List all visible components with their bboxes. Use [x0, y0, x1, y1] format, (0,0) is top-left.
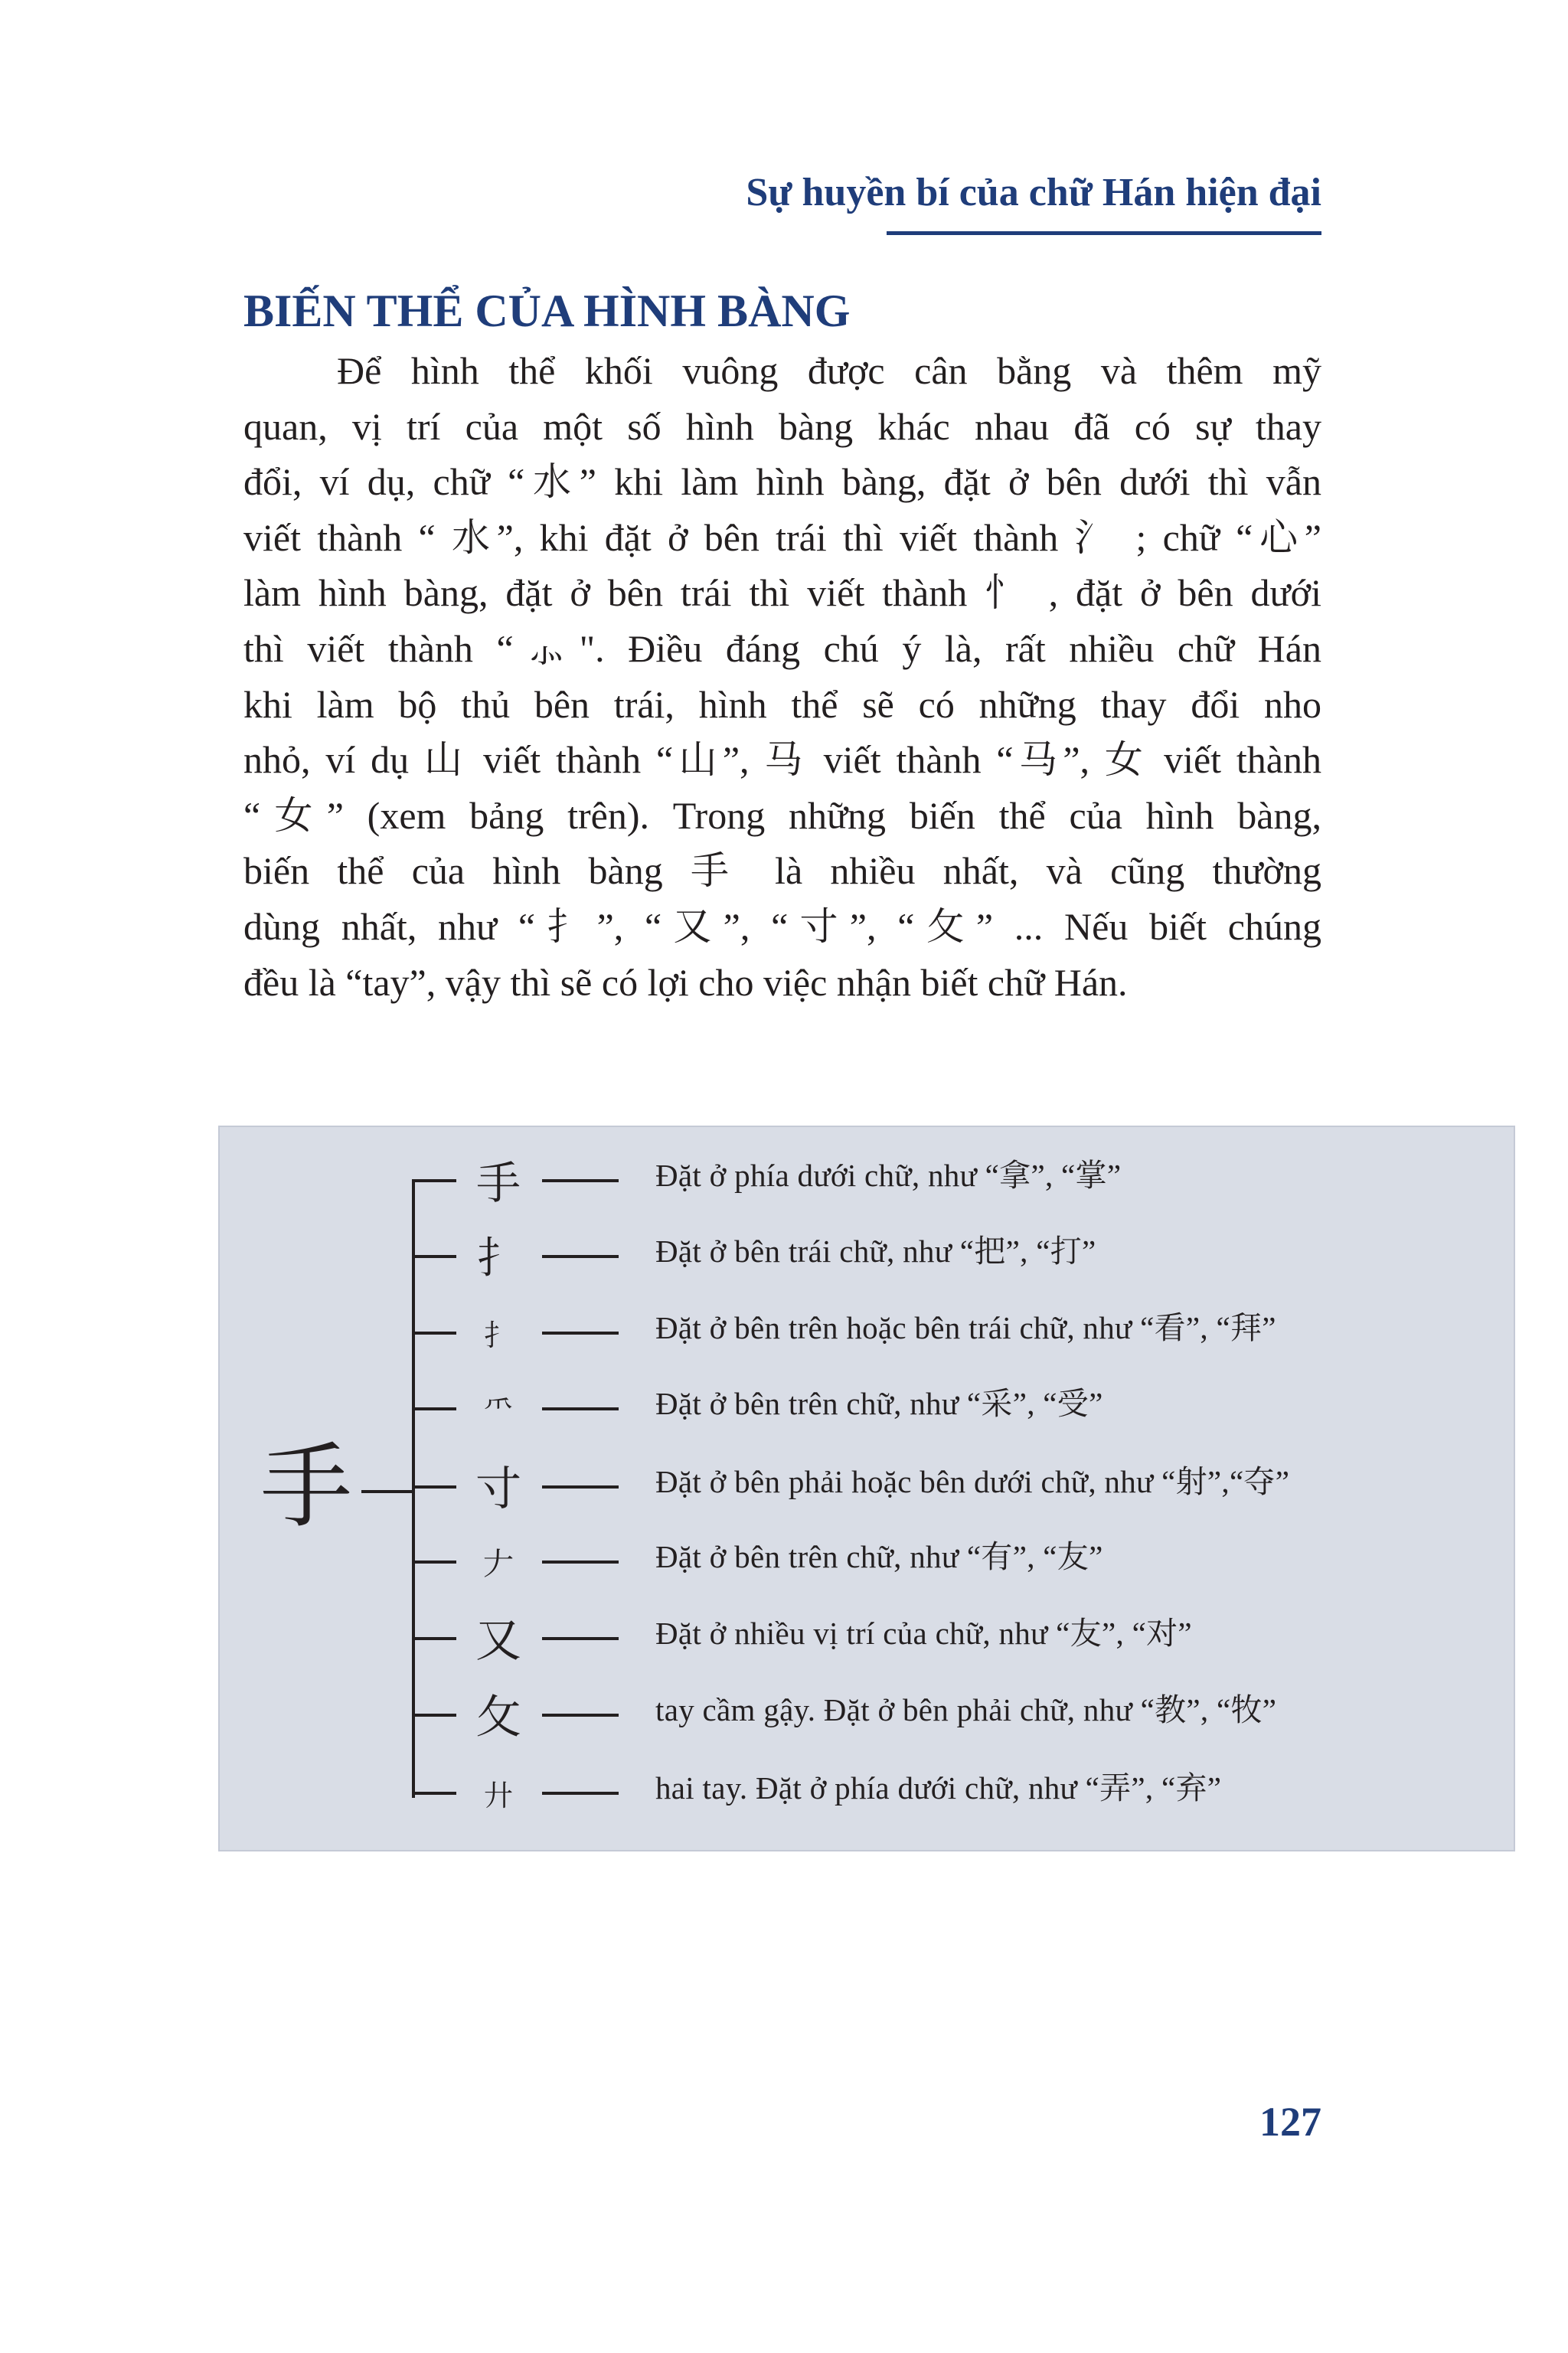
- variant-description: Đặt ở nhiều vị trí của chữ, như “友”, “对”: [655, 1616, 1192, 1651]
- variant-char: 廾: [483, 1779, 513, 1812]
- variant-description: Đặt ở bên trên hoặc bên trái chữ, như “看”, “拜”: [655, 1310, 1276, 1345]
- text-line: Để hình thể khối vuông được cân bằng và thêm mỹ: [337, 349, 1321, 392]
- text-line: làm hình bàng, đặt ở bên trái thì viết thành 忄 , đặt ở bên dưới: [243, 571, 1321, 615]
- diagram-branch-line: [412, 1560, 456, 1564]
- text-line: nhỏ, ví dụ 山 viết thành “⼭”, 马 viết thành “马”, 女 viết thành: [243, 738, 1321, 782]
- variant-description: Đặt ở phía dưới chữ, như “拿”, “掌”: [655, 1158, 1122, 1193]
- diagram-connector-line: [542, 1179, 619, 1182]
- variant-description: Đặt ở bên trái chữ, như “把”, “打”: [655, 1234, 1096, 1269]
- text-line: quan, vị trí của một số hình bàng khác nhau đã có sự thay: [243, 404, 1321, 448]
- variant-description: hai tay. Đặt ở phía dưới chữ, như “弄”, “弃”: [655, 1770, 1222, 1806]
- diagram-branch-line: [412, 1792, 456, 1795]
- text-line: viết thành “ 水”, khi đặt ở bên trái thì viết thành 氵 ; chữ “心”: [243, 515, 1321, 559]
- diagram-branch-line: [412, 1407, 456, 1410]
- diagram-branch-line: [412, 1637, 456, 1640]
- text-line: đổi, ví dụ, chữ “水” khi làm hình bàng, đặt ở bên dưới thì vẫn: [243, 460, 1321, 504]
- diagram-connector-line: [542, 1714, 619, 1717]
- variant-description: Đặt ở bên phải hoặc bên dưới chữ, như “射”,“夺”: [655, 1464, 1290, 1499]
- body-text: [243, 343, 1321, 1010]
- diagram-connector-line: [542, 1332, 619, 1335]
- variant-char: 又: [475, 1614, 521, 1668]
- diagram-connector-line: [542, 1407, 619, 1410]
- section-title: BIẾN THỂ CỦA HÌNH BÀNG: [243, 286, 851, 336]
- variant-char: 攵: [475, 1691, 521, 1744]
- variant-description: Đặt ở bên trên chữ, như “有”, “友”: [655, 1539, 1103, 1574]
- diagram-connector-line: [542, 1485, 619, 1489]
- text-line: khi làm bộ thủ bên trái, hình thể sẽ có những thay đổi nho: [243, 682, 1321, 726]
- text-line: dùng nhất, như “扌”, “又”, “寸”, “攵” ... Nếu biết chúng: [243, 904, 1321, 948]
- variant-char: 寸: [475, 1462, 521, 1516]
- diagram-branch-line: [412, 1179, 456, 1182]
- diagram-root-line: [361, 1490, 413, 1493]
- variant-char: 𠂇: [483, 1547, 514, 1582]
- variant-char: ⺥: [483, 1394, 513, 1428]
- variant-description: tay cầm gậy. Đặt ở bên phải chữ, như “教”, “牧”: [655, 1692, 1277, 1727]
- running-header: Sự huyền bí của chữ Hán hiện đại: [746, 171, 1321, 214]
- diagram-root-char: 手: [260, 1434, 352, 1541]
- text-line: thì viết thành “⺗". Điều đáng chú ý là, rất nhiều chữ Hán: [243, 626, 1321, 670]
- diagram-connector-line: [542, 1560, 619, 1564]
- variant-description: Đặt ở bên trên chữ, như “采”, “受”: [655, 1386, 1103, 1421]
- text-line: đều là “tay”, vậy thì sẽ có lợi cho việc nhận biết chữ Hán.: [243, 960, 1128, 1004]
- diagram-trunk-line: [412, 1179, 415, 1798]
- diagram-connector-line: [542, 1255, 619, 1258]
- text-line: biến thể của hình bàng 手 là nhiều nhất, và cũng thường: [243, 849, 1321, 893]
- diagram-connector-line: [542, 1637, 619, 1640]
- variant-char: 手: [475, 1157, 521, 1209]
- header-rule: [887, 231, 1321, 235]
- diagram-branch-line: [412, 1714, 456, 1717]
- diagram-branch-line: [412, 1485, 456, 1489]
- diagram-branch-line: [412, 1332, 456, 1335]
- variant-char: 扌: [477, 1234, 520, 1283]
- variant-char: ⺘: [483, 1319, 513, 1352]
- page-number: 127: [1259, 2099, 1321, 2145]
- diagram-connector-line: [542, 1792, 619, 1795]
- diagram-branch-line: [412, 1255, 456, 1258]
- text-line: “女” (xem bảng trên). Trong những biến thể của hình bàng,: [243, 793, 1321, 837]
